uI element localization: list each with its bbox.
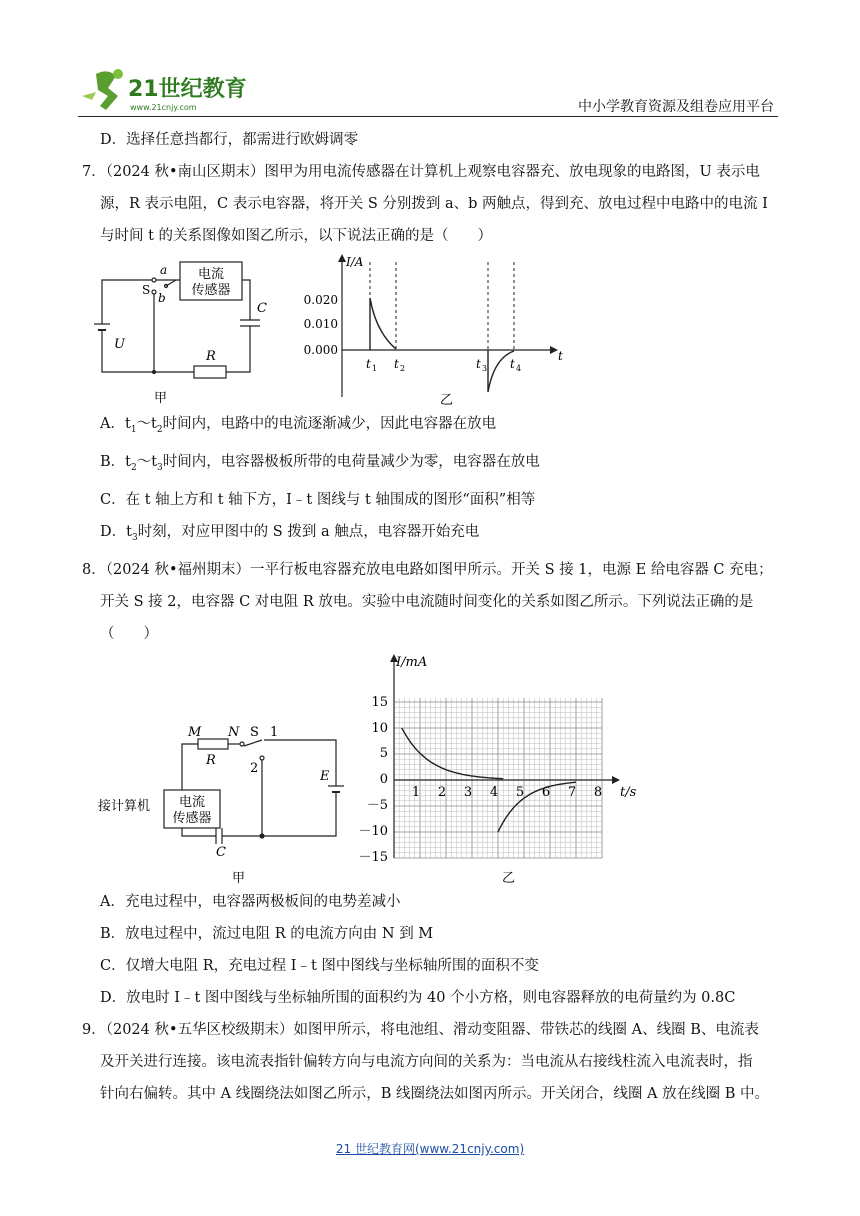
q8-option-c: C．仅增大电阻 R，充电过程 I﹣t 图中图线与坐标轴所围的面积不变: [100, 957, 539, 974]
q9-stem-1: 9．（2024 秋•五华区校级期末）如图甲所示，将电池组、滑动变阻器、带铁芯的线圈 A、线圈 B、电流表: [82, 1021, 759, 1038]
platform-name: 中小学教育资源及组卷应用平台: [578, 99, 774, 115]
q8-graph-ylabel: I/mA: [396, 654, 428, 670]
header-divider: [78, 116, 778, 117]
q8-ytick-0: 0: [379, 771, 388, 787]
q8-label-r: R: [206, 752, 216, 768]
q7-circuit: [94, 262, 260, 378]
q8-graph-xlabel: t/s: [620, 784, 637, 800]
q7-tick-0020: 0.020: [303, 293, 338, 307]
q8-circuit-and-graph: [82, 650, 782, 886]
q7-tick-0000: 0.000: [303, 343, 338, 357]
q7-contact-b: b: [158, 291, 166, 305]
q8-xtick-3: 3: [463, 784, 473, 800]
q8-xtick-4: 4: [489, 784, 499, 800]
logo-text: 21世纪教育: [128, 77, 247, 102]
q8-stem-2: 开关 S 接 2，电容器 C 对电阻 R 放电。实验中电流随时间变化的关系如图乙所示。下列说法正确的是: [100, 593, 754, 610]
q7-resistor-r: R: [206, 349, 216, 364]
x-axis-arrow: [612, 776, 620, 784]
q8-ytick-n15: －15: [358, 849, 388, 865]
q7-sensor-label-1: 电流: [197, 267, 225, 282]
q8-it-graph: [390, 654, 620, 858]
q7-option-c: C．在 t 轴上方和 t 轴下方，I﹣t 图线与 t 轴围成的图形“面积”相等: [100, 491, 536, 508]
q7-switch-s: S: [142, 283, 151, 297]
q7-option-a: A．$t_1\sim t_2$时间内，电路中的电流逐渐减少，因此电容器在放电: [100, 416, 497, 435]
q6-option-d: D．选择任意挡都行，都需进行欧姆调零: [100, 132, 359, 148]
q7-option-d: D．$t_3$时刻，对应甲图中的 S 拨到 a 触点，电容器开始充电: [100, 523, 480, 543]
q7-option-b: B．$t_2\sim t_3$时间内，电容器极板所带的电荷量减少为零，电容器在放电: [100, 453, 540, 473]
q7-figures: [82, 252, 782, 408]
q8-sensor-label-1: 电流: [178, 794, 206, 810]
svg-text:4: 4: [516, 364, 522, 373]
q8-label-s: S: [250, 724, 259, 740]
svg-text:1: 1: [372, 364, 378, 373]
q8-label-1: 1: [270, 724, 279, 740]
q7-stem-1: 7．（2024 秋•南山区期末）图甲为用电流传感器在计算机上观察电容器充、放电现象的电路图，U 表示电: [82, 164, 760, 180]
svg-text:3: 3: [482, 364, 488, 373]
q8-label-c: C: [216, 844, 226, 860]
q8-circuit: [164, 739, 344, 844]
q7-stem-2: 源，R 表示电阻，C 表示电容器，将开关 S 分别拨到 a、b 两触点，得到充、放电过程中电路中的电流 I: [100, 196, 768, 212]
q8-stem-1: 8．（2024 秋•福州期末）一平行板电容器充放电电路如图甲所示。开关 S 接 1，电源 E 给电容器 C 充电；: [82, 561, 773, 578]
q8-xtick-5: 5: [515, 784, 525, 800]
q9-stem-2: 及开关进行连接。该电流表指针偏转方向与电流方向间的关系为：当电流从右接线柱流入电流表时，指: [100, 1053, 753, 1070]
q8-ytick-n10: －10: [358, 823, 388, 839]
q8-charge-curve: [402, 728, 503, 779]
logo-url: www.21cnjy.com: [130, 103, 197, 112]
q8-discharge-curve: [498, 782, 576, 832]
q7-graph-ylabel: I/A: [346, 255, 364, 269]
q8-stem-3: （ ）: [100, 625, 158, 642]
q7-sensor-label-2: 传感器: [191, 283, 231, 298]
q8-xtick-2: 2: [437, 784, 447, 800]
q7-t2: t: [394, 357, 399, 371]
q7-circuit-and-graph: [82, 252, 782, 408]
q7-t3: t: [476, 357, 481, 371]
q8-xtick-6: 6: [541, 784, 551, 800]
q7-it-graph: [304, 254, 563, 408]
q8-ytick-15: 15: [371, 694, 388, 710]
svg-text:2: 2: [400, 364, 406, 373]
q8-label-2: 2: [250, 760, 259, 776]
q7-stem-3: 与时间 t 的关系图像如图乙所示，以下说法正确的是（ ）: [100, 228, 493, 244]
q8-caption-yi: 乙: [502, 870, 516, 886]
q8-label-n: N: [228, 724, 240, 740]
q8-ytick-n5: －5: [366, 797, 388, 813]
q7-t1: t: [366, 357, 371, 371]
q8-option-b: B．放电过程中，流过电阻 R 的电流方向由 N 到 M: [100, 925, 434, 942]
q8-xtick-7: 7: [567, 784, 577, 800]
q8-ytick-5: 5: [379, 745, 388, 761]
site-logo: [78, 66, 258, 116]
q9-stem-3: 针向右偏转。其中 A 线圈绕法如图乙所示，B 线圈绕法如图丙所示。开关闭合，线圈 A 放在线圈 B 中。: [100, 1085, 770, 1102]
q8-caption-jia: 甲: [232, 870, 246, 886]
q8-option-a: A．充电过程中，电容器两极板间的电势差减小: [100, 893, 401, 910]
q8-figures: [82, 650, 782, 886]
q8-label-e: E: [320, 768, 330, 784]
q8-label-m: M: [188, 724, 202, 740]
q7-caption-jia: 甲: [154, 391, 168, 406]
footer-link[interactable]: 21 世纪教育网(www.21cnjy.com): [335, 1142, 525, 1156]
q8-option-d: D．放电时 I﹣t 图中图线与坐标轴所围的面积约为 40 个小方格，则电容器释放的电荷量约为 0.8C: [100, 989, 736, 1006]
q7-t4: t: [510, 357, 515, 371]
q8-xtick-8: 8: [593, 784, 603, 800]
q8-label-computer: 接计算机: [98, 798, 151, 814]
q7-contact-a: a: [160, 263, 168, 277]
q7-graph-xlabel: t: [558, 349, 563, 363]
document-body: [82, 124, 782, 1110]
q7-tick-0010: 0.010: [303, 317, 338, 331]
q7-caption-yi: 乙: [440, 393, 454, 408]
q8-xtick-1: 1: [411, 784, 421, 800]
q7-capacitor-c: C: [257, 301, 267, 316]
q7-source-u: U: [114, 337, 125, 352]
q8-ytick-10: 10: [371, 720, 388, 736]
q8-sensor-label-2: 传感器: [172, 810, 212, 826]
